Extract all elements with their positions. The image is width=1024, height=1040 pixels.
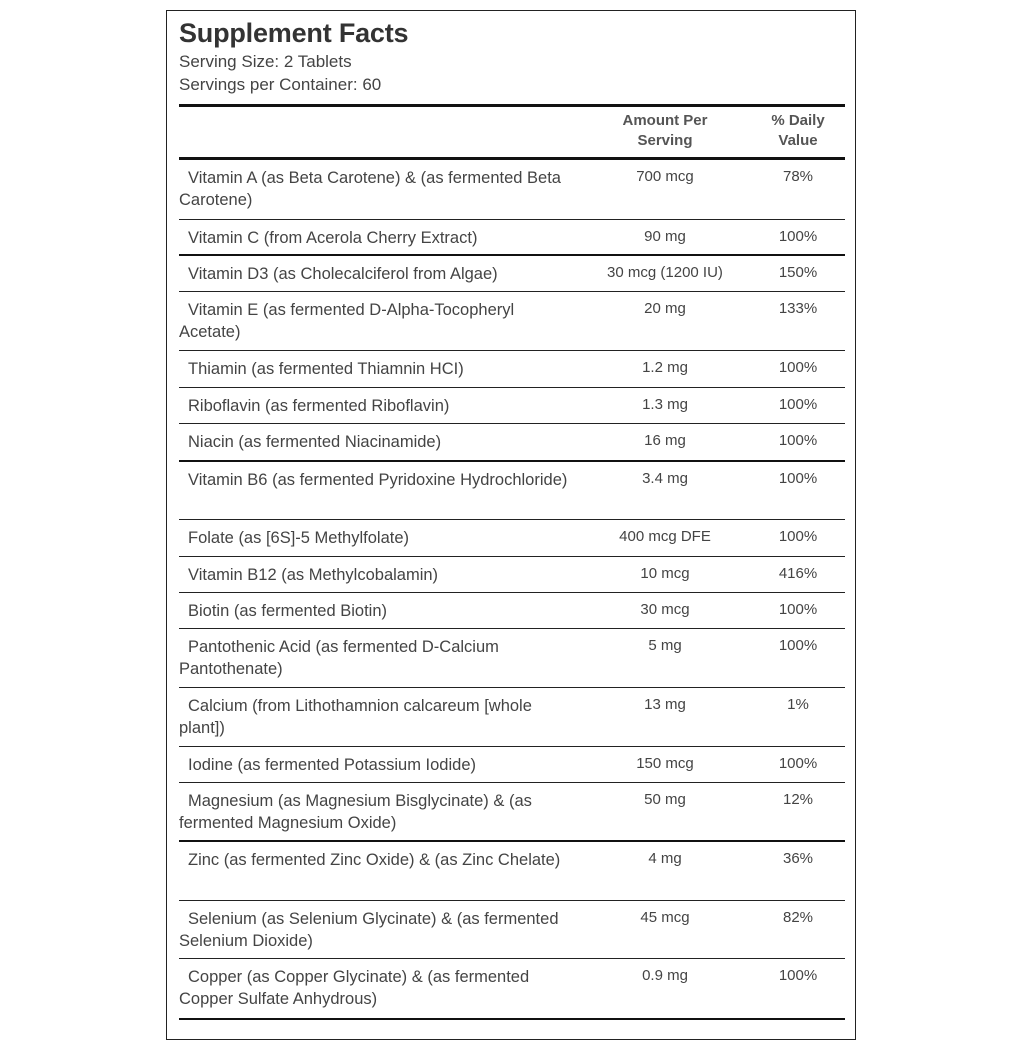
nutrient-name: Vitamin B6 (as fermented Pyridoxine Hydrochloride)	[188, 471, 568, 489]
nutrient-name: Vitamin B12 (as Methylcobalamin)	[188, 566, 439, 584]
table-row	[179, 292, 845, 351]
nutrient-name: Biotin (as fermented Biotin)	[188, 602, 388, 620]
nutrient-name: Vitamin D3 (as Cholecalciferol from Algae)	[188, 265, 498, 283]
nutrient-name: Folate (as [6S]-5 Methylfolate)	[188, 529, 410, 547]
nutrient-amount: 10 mcg	[640, 565, 690, 582]
table-row	[179, 688, 845, 747]
nutrient-amount: 3.4 mg	[642, 470, 688, 487]
nutrient-amount: 20 mg	[644, 300, 686, 317]
nutrient-amount: 4 mg	[648, 850, 682, 867]
nutrient-daily-value: 150%	[778, 264, 818, 281]
nutrient-amount: 45 mcg	[640, 909, 690, 926]
nutrient-name: Niacin (as fermented Niacinamide)	[188, 433, 442, 451]
nutrient-name: Vitamin C (from Acerola Cherry Extract)	[188, 229, 478, 247]
nutrient-name: Calcium (from Lithothamnion calcareum [whole plant])	[179, 697, 532, 737]
nutrient-daily-value: 100%	[778, 967, 818, 984]
nutrient-amount: 700 mcg	[636, 168, 694, 185]
nutrient-name: Vitamin A (as Beta Carotene) & (as fermented Beta Carotene)	[179, 169, 561, 209]
nutrient-daily-value: 82%	[782, 909, 814, 926]
servings-per-container: Servings per Container: 60	[179, 75, 382, 94]
nutrient-daily-value: 100%	[778, 528, 818, 545]
nutrient-daily-value: 100%	[778, 432, 818, 449]
table-row	[179, 220, 845, 256]
nutrient-daily-value: 100%	[778, 228, 818, 245]
nutrient-name: Magnesium (as Magnesium Bisglycinate) & (as fermented Magnesium Oxide)	[179, 792, 532, 832]
nutrient-amount: 13 mg	[644, 696, 686, 713]
nutrient-name: Thiamin (as fermented Thiamnin HCI)	[188, 360, 464, 378]
table-row	[179, 959, 845, 1020]
nutrient-daily-value: 100%	[778, 396, 818, 413]
nutrient-name: Copper (as Copper Glycinate) & (as fermented Copper Sulfate Anhydrous)	[179, 968, 530, 1008]
table-row	[179, 747, 845, 783]
table-row	[179, 520, 845, 557]
nutrient-amount: 90 mg	[644, 228, 686, 245]
nutrient-daily-value: 416%	[778, 565, 818, 582]
column-header-daily-value: % Daily Value	[771, 112, 825, 149]
table-row	[179, 783, 845, 842]
nutrient-amount: 0.9 mg	[642, 967, 688, 984]
nutrient-amount: 16 mg	[644, 432, 686, 449]
nutrient-daily-value: 36%	[782, 850, 814, 867]
nutrient-daily-value: 100%	[778, 359, 818, 376]
table-row	[179, 629, 845, 688]
nutrient-name: Vitamin E (as fermented D-Alpha-Tocopheryl Acetate)	[179, 301, 515, 341]
header-top-rule	[179, 104, 845, 107]
nutrient-daily-value: 1%	[787, 696, 809, 713]
nutrient-amount: 5 mg	[648, 637, 682, 654]
row-divider	[179, 1018, 845, 1020]
serving-size: Serving Size: 2 Tablets	[179, 52, 352, 71]
nutrient-name: Riboflavin (as fermented Riboflavin)	[188, 397, 450, 415]
table-row	[179, 160, 845, 220]
nutrient-name: Iodine (as fermented Potassium Iodide)	[188, 756, 476, 774]
nutrient-daily-value: 100%	[778, 601, 818, 618]
table-row	[179, 256, 845, 292]
nutrient-amount: 30 mcg (1200 IU)	[607, 264, 723, 281]
nutrient-amount: 30 mcg	[640, 601, 690, 618]
nutrient-amount: 1.2 mg	[642, 359, 688, 376]
nutrient-name: Selenium (as Selenium Glycinate) & (as fermented Selenium Dioxide)	[179, 910, 559, 950]
supplement-facts-panel	[166, 10, 856, 1040]
nutrient-daily-value: 100%	[778, 637, 818, 654]
table-row	[179, 351, 845, 388]
nutrient-daily-value: 100%	[778, 470, 818, 487]
nutrient-name: Zinc (as fermented Zinc Oxide) & (as Zinc Chelate)	[188, 851, 561, 869]
nutrient-amount: 400 mcg DFE	[619, 528, 711, 545]
nutrient-daily-value: 133%	[778, 300, 818, 317]
nutrient-daily-value: 100%	[778, 755, 818, 772]
nutrient-name: Pantothenic Acid (as fermented D-Calcium Pantothenate)	[179, 638, 499, 678]
nutrient-amount: 1.3 mg	[642, 396, 688, 413]
column-header-amount: Amount Per Serving	[622, 112, 708, 149]
table-row	[179, 901, 845, 959]
panel-title: Supplement Facts	[179, 18, 409, 48]
table-row	[179, 593, 845, 629]
nutrient-daily-value: 12%	[782, 791, 814, 808]
nutrient-amount: 50 mg	[644, 791, 686, 808]
table-row	[179, 842, 845, 901]
nutrient-amount: 150 mcg	[636, 755, 694, 772]
nutrient-daily-value: 78%	[782, 168, 814, 185]
table-row	[179, 462, 845, 520]
table-row	[179, 557, 845, 593]
table-row	[179, 424, 845, 462]
table-row	[179, 388, 845, 424]
